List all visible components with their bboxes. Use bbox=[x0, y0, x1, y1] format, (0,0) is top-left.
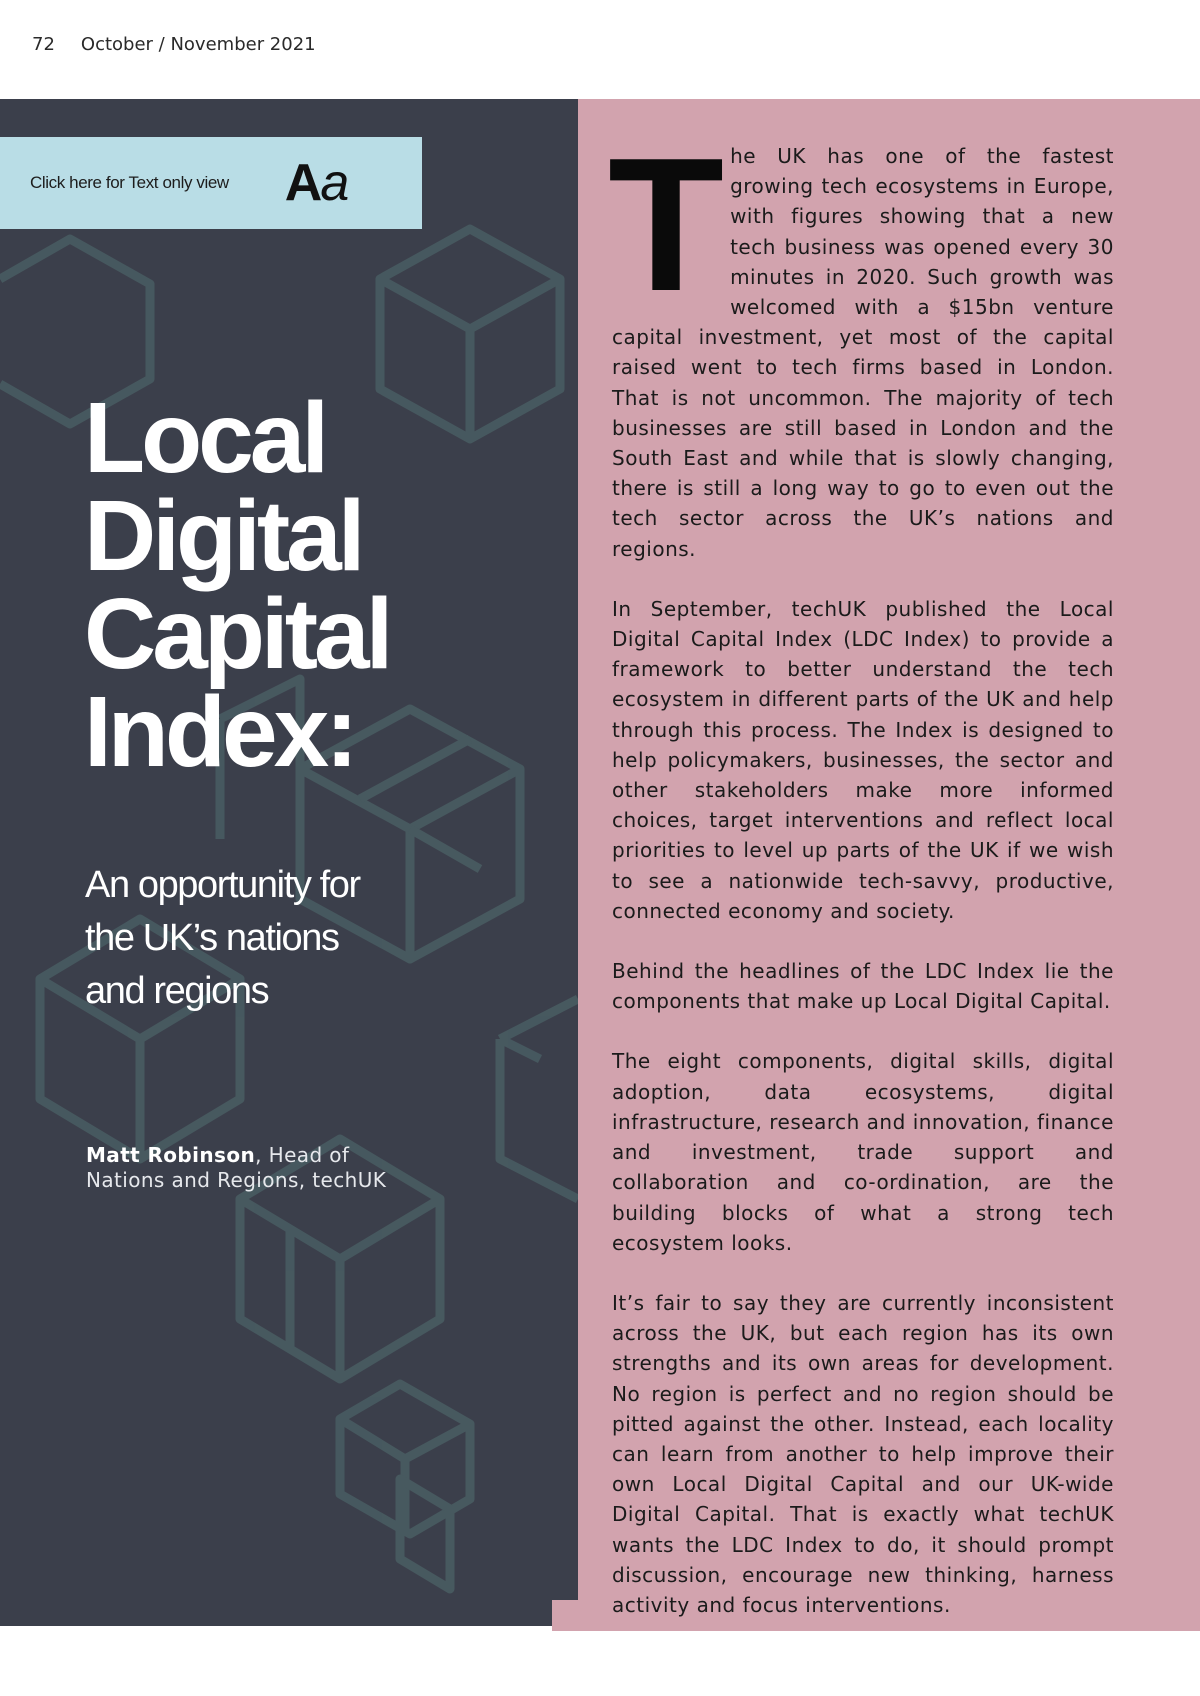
article-body bbox=[608, 119, 1114, 1650]
article-subtitle bbox=[85, 859, 505, 1018]
subtitle-line: and regions bbox=[85, 970, 269, 1012]
subtitle-line: An opportunity for bbox=[85, 864, 360, 906]
article-paragraph: The eight components, digital skills, digital adoption, data ecosystems, digital infrastructure, research and innovation, finance and investment, trade support and collaboration and co-ordination, are the building blocks of what a strong tech ecosystem looks. bbox=[612, 1049, 1114, 1255]
title-line: Local bbox=[84, 382, 326, 494]
article-paragraph: Behind the headlines of the LDC Index lie the components that make up Local Digital Capital. bbox=[612, 959, 1114, 1014]
article-paragraph: The UK has one of the fastest growing tech ecosystems in Europe, with figures showing that a new tech business was opened every 30 minutes in 2020. Such growth was welcomed with a $15bn venture capital investment, yet most of the capital raised went to tech firms based in London. That is not uncommon. The majority of tech businesses are still based in London and the South East and while that is slowly changing, there is still a long way to go to even out the tech sector across the UK’s nations and regions. bbox=[608, 119, 1114, 561]
text-only-view-label: Click here for Text only view bbox=[30, 173, 229, 192]
author-role: , Head of bbox=[255, 1143, 350, 1167]
subtitle-line: the UK’s nations bbox=[85, 917, 339, 959]
page-number: 72 bbox=[32, 34, 55, 55]
author-name: Matt Robinson bbox=[86, 1143, 256, 1167]
text-size-icon: Aa bbox=[284, 154, 348, 212]
text-only-view-button[interactable] bbox=[0, 137, 422, 229]
issue-date: October / November 2021 bbox=[80, 34, 316, 55]
article-title bbox=[84, 382, 390, 788]
author-byline bbox=[86, 1143, 386, 1193]
page-header bbox=[32, 34, 316, 55]
author-role-line2: Nations and Regions, techUK bbox=[86, 1168, 387, 1192]
right-panel-edge bbox=[552, 1600, 582, 1631]
title-line: Index: bbox=[84, 676, 355, 788]
article-paragraph: It’s fair to say they are currently inconsistent across the UK, but each region has its own strengths and its own areas for development. No region is perfect and no region should be pitted against the other. Instead, each locality can learn from another to help improve their own Local Digital Capital and our UK-wide Digital Capital. That is exactly what techUK wants the LDC Index to do, it should prompt discussion, encourage new thinking, harness activity and focus interventions. bbox=[612, 1290, 1114, 1617]
left-panel bbox=[0, 99, 578, 1626]
article-paragraph: In September, techUK published the Local Digital Capital Index (LDC Index) to provide a framework to better understand the tech ecosystem in different parts of the UK and help through this process. The Index is designed to help policymakers, businesses, the sector and other stakeholders make more informed choices, target interventions and reflect local priorities to level up parts of the UK if we wish to see a nationwide tech-savvy, productive, connected economy and society. bbox=[612, 596, 1114, 923]
title-line: Digital bbox=[84, 480, 362, 592]
drop-cap: T bbox=[608, 119, 725, 331]
title-line: Capital bbox=[84, 578, 390, 690]
